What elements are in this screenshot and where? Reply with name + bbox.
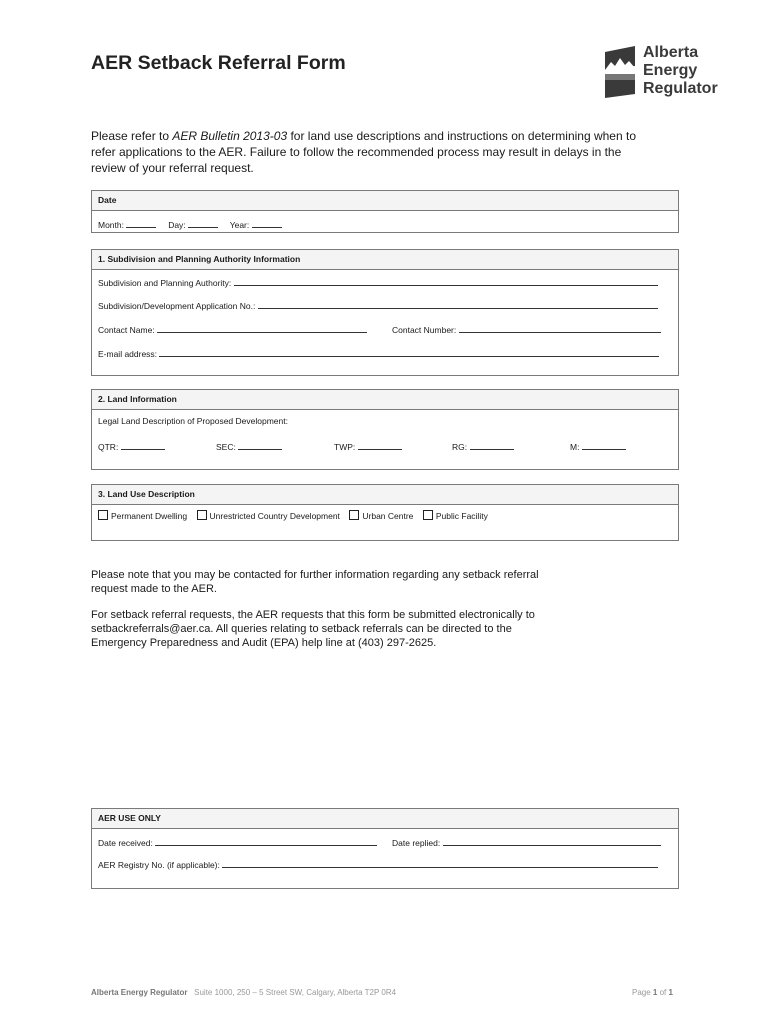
land-use-section	[91, 484, 679, 541]
footer	[91, 988, 396, 997]
mountain-logo-icon	[603, 44, 637, 100]
month-label: Month:	[98, 220, 124, 230]
logo-line-3: Regulator	[643, 80, 718, 97]
date-received-label: Date received:	[98, 838, 153, 848]
day-label: Day:	[168, 220, 186, 230]
aer-logo	[603, 44, 733, 100]
email-field[interactable]	[159, 347, 659, 357]
footer-org: Alberta Energy Regulator	[91, 988, 188, 997]
checkbox-icon[interactable]	[98, 510, 108, 520]
application-label: Subdivision/Development Application No.:	[98, 301, 256, 311]
date-received-field[interactable]	[155, 836, 377, 846]
aer-use-heading: AER USE ONLY	[92, 809, 678, 829]
unrestricted-country-option[interactable]	[197, 511, 340, 521]
month-field[interactable]	[126, 218, 156, 228]
twp-field[interactable]	[358, 440, 402, 450]
logo-line-1: Alberta	[643, 44, 699, 61]
option-label: Public Facility	[435, 511, 488, 521]
option-label: Urban Centre	[362, 511, 414, 521]
logo-line-2: Energy	[643, 62, 698, 79]
application-field[interactable]	[258, 299, 658, 309]
permanent-dwelling-option[interactable]	[98, 511, 187, 521]
email-label: E-mail address:	[98, 349, 158, 359]
land-information-section	[91, 389, 679, 470]
aer-use-only-section	[91, 808, 679, 889]
page-of: of	[659, 988, 667, 997]
intro-after: for land use descriptions and instructions on determining when to refer applications to the AER. Failure to follow the recommended process may result in delays in the review of your referral request.	[91, 129, 636, 175]
option-label: Unrestricted Country Development	[209, 511, 340, 521]
page-number	[632, 988, 673, 997]
option-label: Permanent Dwelling	[111, 511, 188, 521]
day-field[interactable]	[188, 218, 218, 228]
contact-note: Please note that you may be contacted for further information regarding any setback referral request made to the AER.	[91, 569, 539, 595]
rg-field[interactable]	[470, 440, 514, 450]
year-field[interactable]	[252, 218, 282, 228]
subdivision-section	[91, 249, 679, 376]
urban-centre-option[interactable]	[349, 511, 413, 521]
section1-heading: 1. Subdivision and Planning Authority Information	[92, 250, 678, 270]
section3-heading: 3. Land Use Description	[92, 485, 678, 505]
m-field[interactable]	[582, 440, 626, 450]
year-label: Year:	[229, 220, 250, 230]
bulletin-reference: AER Bulletin 2013-03	[172, 129, 288, 143]
footer-address: Suite 1000, 250 – 5 Street SW, Calgary, Alberta T2P 0R4	[194, 988, 397, 997]
submission-note: For setback referral requests, the AER requests that this form be submitted electronically to setbackreferrals@aer.ca. All queries relating to setback referrals can be directed to the Emergency Preparedness and Audit (EPA) help line at (403) 297-2625.	[91, 609, 535, 649]
twp-label: TWP:	[334, 442, 356, 452]
intro-paragraph	[91, 128, 651, 176]
contact-name-field[interactable]	[157, 323, 367, 333]
registry-field[interactable]	[222, 858, 658, 868]
date-heading: Date	[92, 191, 678, 211]
date-replied-label: Date replied:	[392, 838, 441, 848]
date-section	[91, 190, 679, 233]
date-replied-field[interactable]	[443, 836, 661, 846]
registry-label: AER Registry No. (if applicable):	[98, 860, 220, 870]
rg-label: RG:	[452, 442, 468, 452]
page-total: 1	[668, 988, 673, 997]
checkbox-icon[interactable]	[349, 510, 359, 520]
authority-field[interactable]	[234, 276, 658, 286]
contact-name-label: Contact Name:	[98, 325, 155, 335]
page-title: AER Setback Referral Form	[91, 52, 346, 74]
authority-label: Subdivision and Planning Authority:	[98, 278, 232, 288]
contact-number-field[interactable]	[459, 323, 661, 333]
section2-heading: 2. Land Information	[92, 390, 678, 410]
contact-number-label: Contact Number:	[392, 325, 457, 335]
m-label: M:	[570, 442, 580, 452]
qtr-field[interactable]	[121, 440, 165, 450]
sec-label: SEC:	[216, 442, 236, 452]
page-label: Page	[632, 988, 651, 997]
page-current: 1	[652, 988, 658, 997]
checkbox-icon[interactable]	[197, 510, 207, 520]
legal-description-label: Legal Land Description of Proposed Development:	[98, 416, 288, 426]
qtr-label: QTR:	[98, 442, 119, 452]
checkbox-icon[interactable]	[423, 510, 433, 520]
public-facility-option[interactable]	[423, 511, 488, 521]
intro-before: Please refer to	[91, 129, 173, 143]
sec-field[interactable]	[238, 440, 282, 450]
